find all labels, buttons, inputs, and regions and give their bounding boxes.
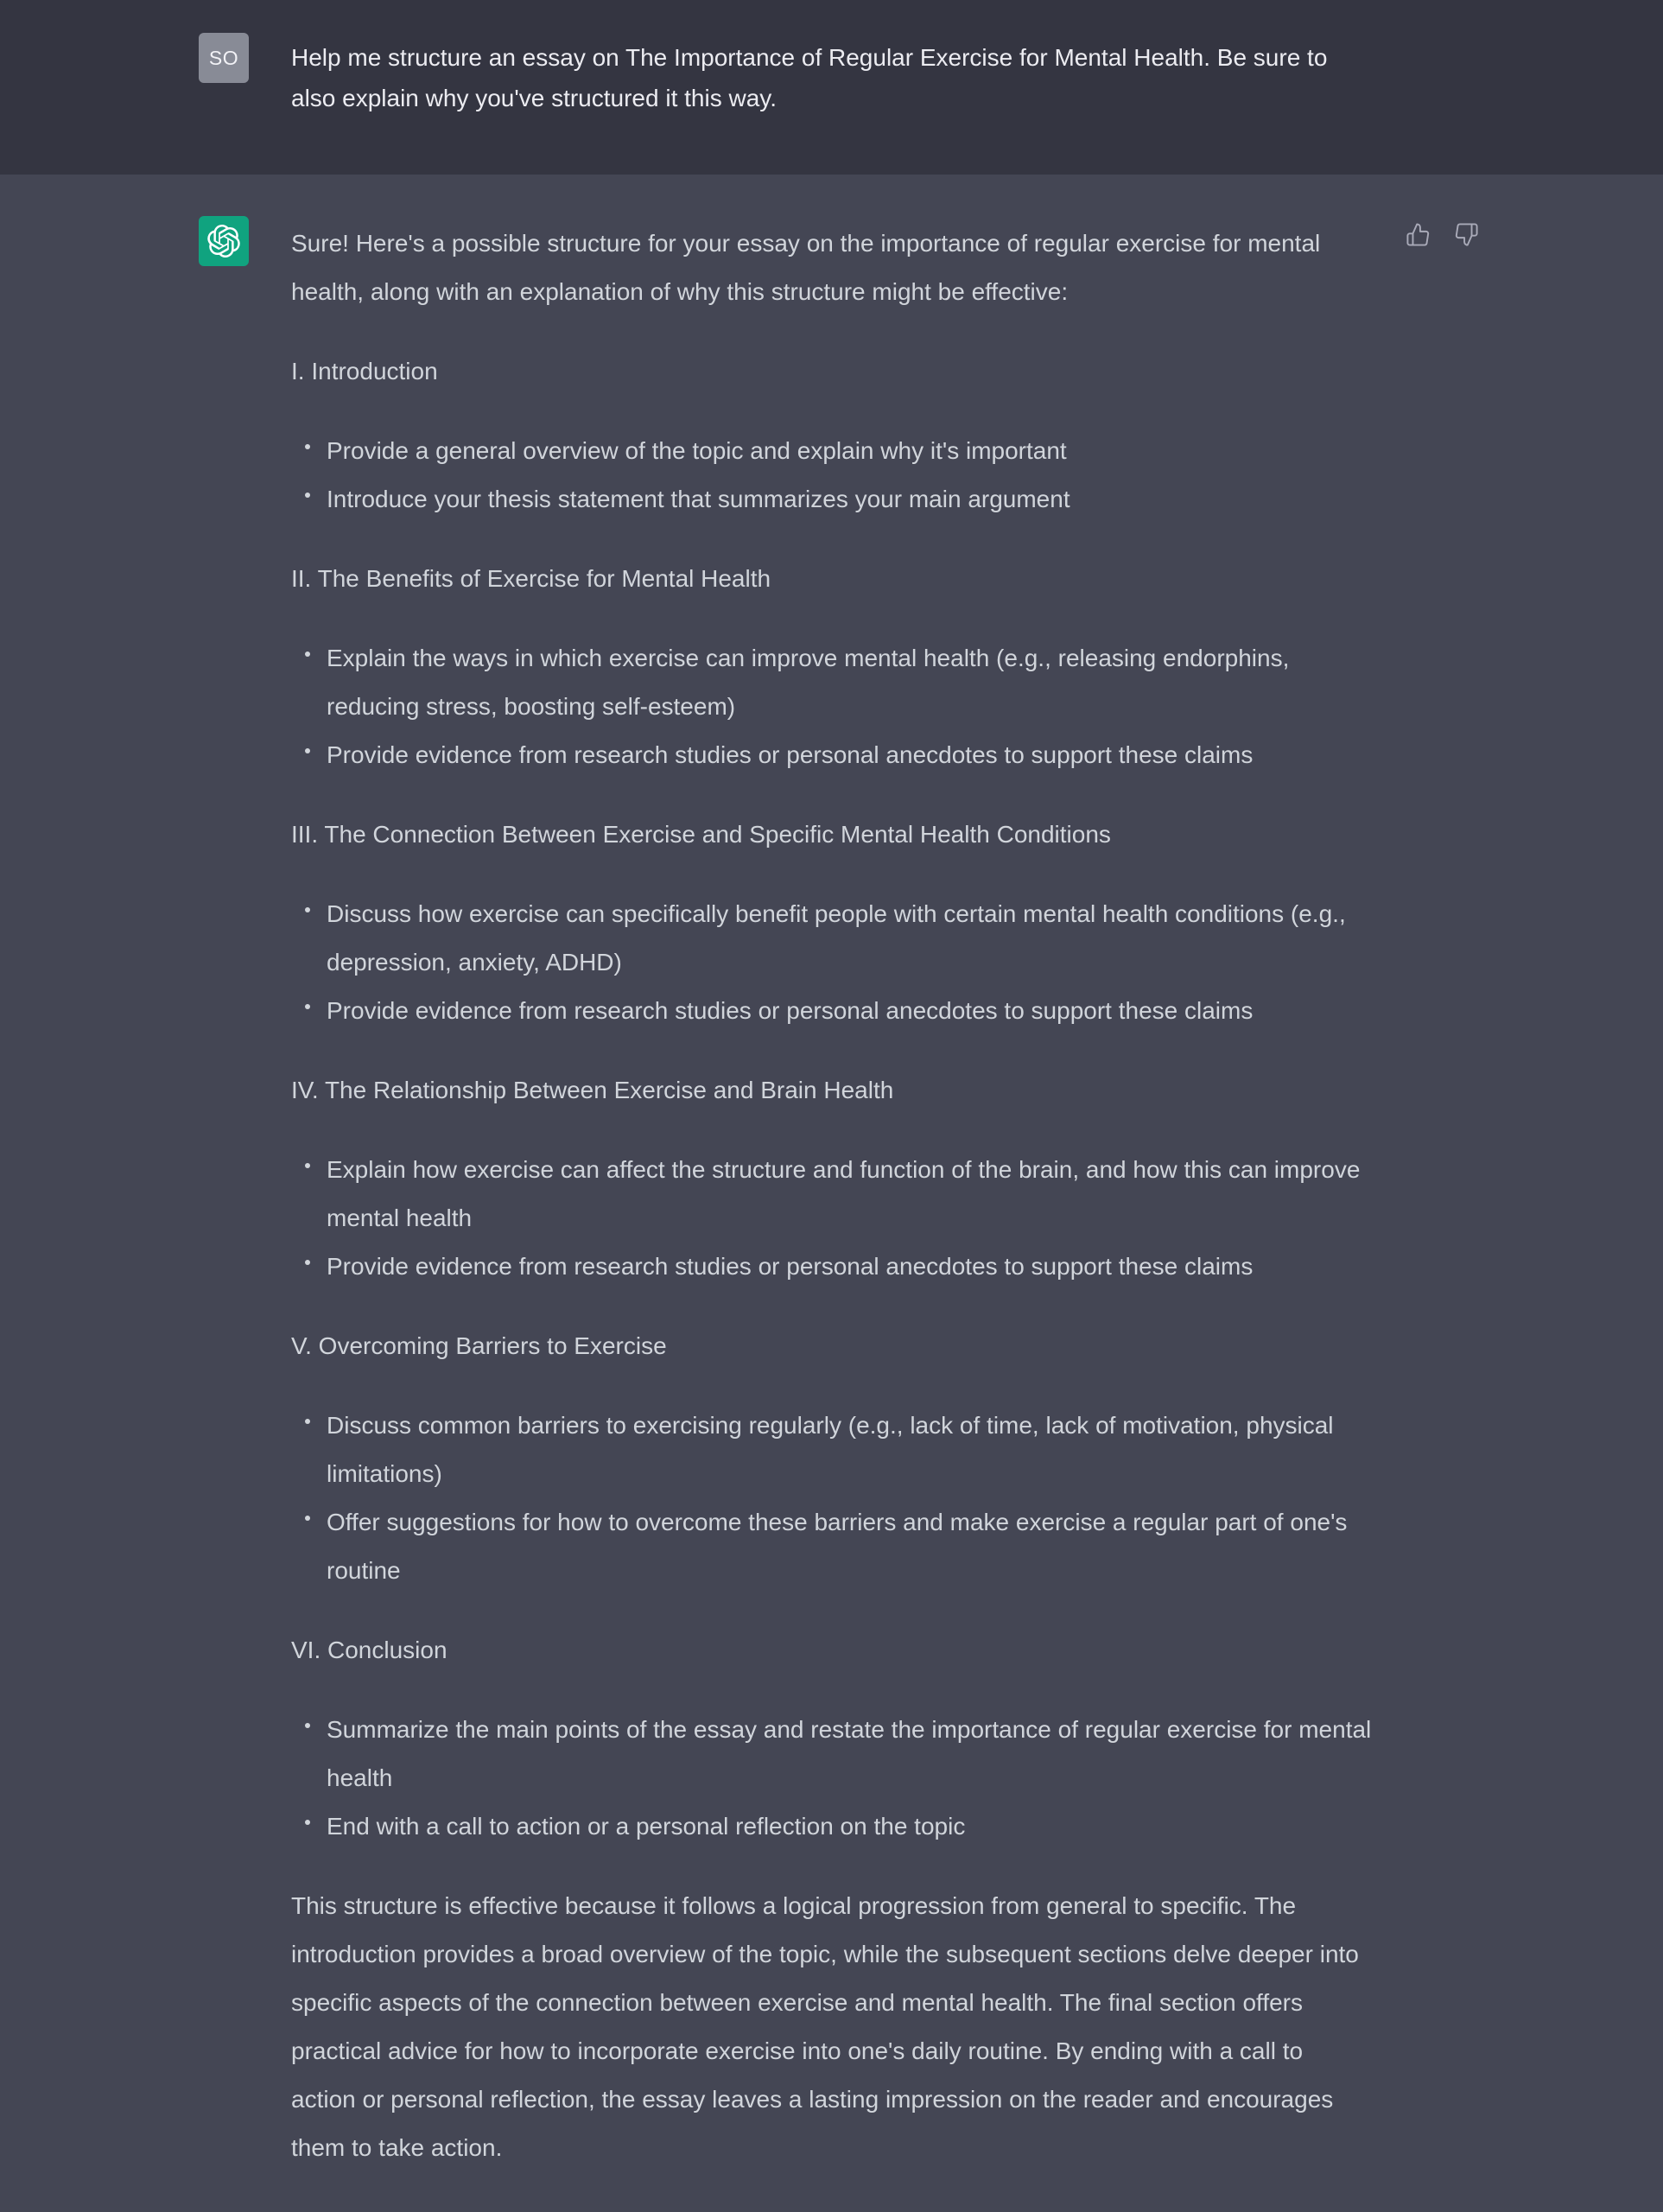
- thumbs-up-button[interactable]: [1406, 222, 1431, 247]
- assistant-paragraph: III. The Connection Between Exercise and Specific Mental Health Conditions: [291, 821, 1111, 848]
- bullet-item: Explain how exercise can affect the structure and function of the brain, and how this can improve mental health: [291, 1146, 1374, 1243]
- chatgpt-avatar: [199, 216, 249, 266]
- thumbs-down-button[interactable]: [1454, 222, 1479, 247]
- thumbs-down-icon: [1454, 222, 1479, 247]
- bullet-item: End with a call to action or a personal reflection on the topic: [291, 1802, 1374, 1851]
- assistant-paragraph: Sure! Here's a possible structure for your essay on the importance of regular exercise for mental health, along with an explanation of why this structure might be effective:: [291, 230, 1321, 305]
- assistant-bullet-list: [291, 1146, 1374, 1291]
- openai-logo-icon: [207, 225, 240, 257]
- message-actions: [1406, 222, 1479, 247]
- bullet-item: Summarize the main points of the essay and restate the importance of regular exercise for mental health: [291, 1706, 1374, 1802]
- assistant-paragraph: IV. The Relationship Between Exercise and Brain Health: [291, 1077, 894, 1103]
- bullet-item: Provide evidence from research studies or personal anecdotes to support these claims: [291, 731, 1374, 779]
- bullet-item: Discuss common barriers to exercising regularly (e.g., lack of time, lack of motivation, physical limitations): [291, 1402, 1374, 1498]
- user-avatar-initials: SO: [208, 46, 239, 69]
- user-avatar: [199, 33, 249, 83]
- bullet-item: Provide evidence from research studies or personal anecdotes to support these claims: [291, 987, 1374, 1035]
- assistant-message: [0, 175, 1663, 2212]
- bullet-item: Provide a general overview of the topic and explain why it's important: [291, 427, 1374, 475]
- assistant-bullet-list: [291, 427, 1374, 524]
- user-message: [0, 0, 1663, 175]
- assistant-paragraph: II. The Benefits of Exercise for Mental Health: [291, 565, 771, 592]
- assistant-bullet-list: [291, 1706, 1374, 1851]
- bullet-item: Explain the ways in which exercise can improve mental health (e.g., releasing endorphins, reducing stress, boosting self-esteem): [291, 634, 1374, 731]
- bullet-item: Introduce your thesis statement that summarizes your main argument: [291, 475, 1374, 524]
- assistant-bullet-list: [291, 890, 1374, 1035]
- bullet-item: Offer suggestions for how to overcome these barriers and make exercise a regular part of one's routine: [291, 1498, 1374, 1595]
- user-message-text: Help me structure an essay on The Importance of Regular Exercise for Mental Health. Be sure to also explain why you've structured it this way.: [291, 44, 1328, 111]
- assistant-paragraph: I. Introduction: [291, 358, 438, 385]
- bullet-item: Provide evidence from research studies or personal anecdotes to support these claims: [291, 1243, 1374, 1291]
- assistant-paragraph: V. Overcoming Barriers to Exercise: [291, 1332, 667, 1359]
- assistant-paragraph: VI. Conclusion: [291, 1637, 447, 1663]
- bullet-item: Discuss how exercise can specifically benefit people with certain mental health conditions (e.g., depression, anxiety, ADHD): [291, 890, 1374, 987]
- assistant-paragraph: This structure is effective because it follows a logical progression from general to specific. The introduction provides a broad overview of the topic, while the subsequent sections delve deeper into specific aspects of the connection between exercise and mental health. The final section offers practical advice for how to incorporate exercise into one's daily routine. By ending with a call to action or personal reflection, the essay leaves a lasting impression on the reader and encourages them to take action.: [291, 1892, 1359, 2161]
- assistant-message-content: [291, 216, 1374, 2172]
- thumbs-up-icon: [1406, 222, 1431, 247]
- assistant-bullet-list: [291, 1402, 1374, 1595]
- assistant-bullet-list: [291, 634, 1374, 779]
